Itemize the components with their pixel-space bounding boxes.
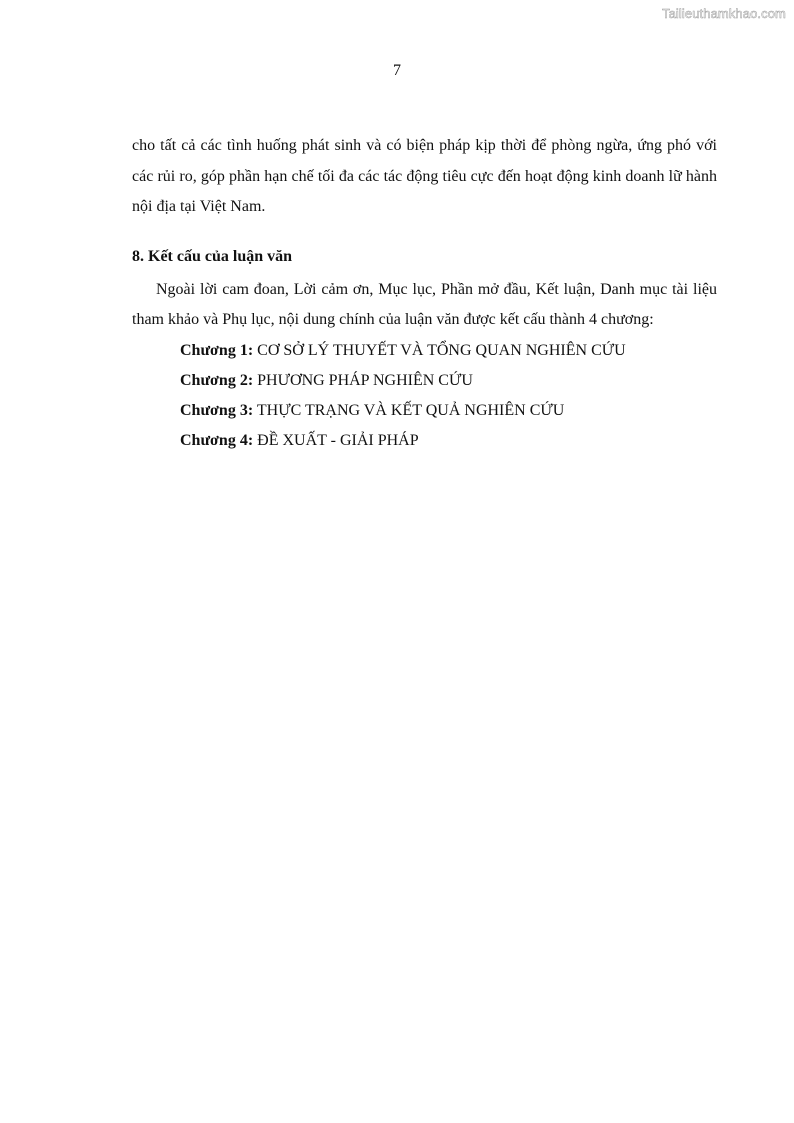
chapter-label: Chương 1: bbox=[180, 341, 254, 359]
chapter-label: Chương 4: bbox=[180, 431, 254, 449]
section-heading: 8. Kết cấu của luận văn bbox=[132, 247, 293, 265]
chapter-item-4 bbox=[180, 426, 717, 456]
chapter-title: THỰC TRẠNG VÀ KẾT QUẢ NGHIÊN CỨU bbox=[256, 401, 565, 419]
chapter-item-2 bbox=[180, 366, 717, 396]
chapter-item-3 bbox=[180, 396, 717, 426]
chapter-label: Chương 3: bbox=[180, 401, 254, 419]
page-number: 7 bbox=[393, 62, 401, 79]
watermark-text: Tailieuthamkhao.com bbox=[661, 6, 786, 21]
continued-paragraph: cho tất cả các tình huống phát sinh và có biện pháp kịp thời để phòng ngừa, ứng phó với các rủi ro, góp phần hạn chế tối đa các tác động tiêu cực đến hoạt động kinh doanh lữ hành nội địa tại Việt Nam. bbox=[132, 137, 717, 215]
structure-paragraph: Ngoài lời cam đoan, Lời cảm ơn, Mục lục, Phần mở đầu, Kết luận, Danh mục tài liệu tham khảo và Phụ lục, nội dung chính của luận văn được kết cấu thành 4 chương: bbox=[132, 280, 717, 328]
chapter-list bbox=[132, 336, 717, 456]
chapter-title: CƠ SỞ LÝ THUYẾT VÀ TỔNG QUAN NGHIÊN CỨU bbox=[257, 341, 626, 359]
chapter-item-1 bbox=[180, 336, 717, 366]
chapter-title: PHƯƠNG PHÁP NGHIÊN CỨU bbox=[257, 371, 473, 389]
chapter-label: Chương 2: bbox=[180, 371, 254, 389]
document-body bbox=[132, 131, 717, 456]
chapter-title: ĐỀ XUẤT - GIẢI PHÁP bbox=[257, 431, 419, 449]
